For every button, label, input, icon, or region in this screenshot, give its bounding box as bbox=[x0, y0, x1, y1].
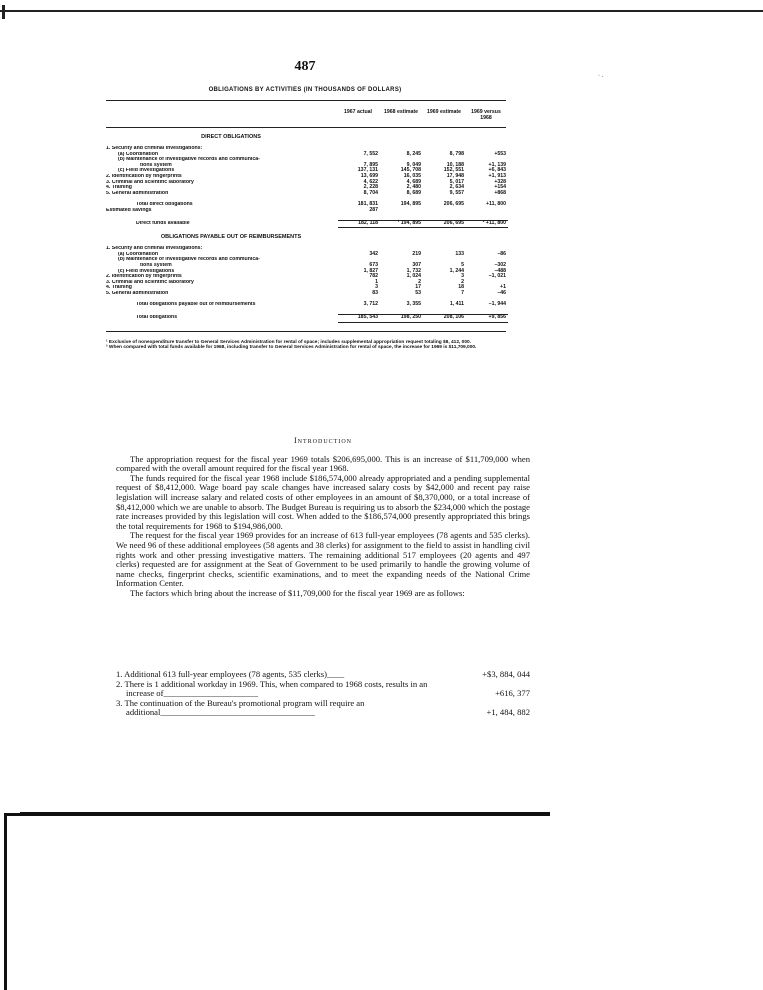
table-row bbox=[106, 208, 506, 214]
row-label: Direct funds available bbox=[136, 220, 190, 226]
row-value: 3 bbox=[375, 284, 378, 291]
row-label: (b) Maintenance of investigative records and communica- bbox=[118, 257, 260, 263]
row-label: (c) Field investigations bbox=[118, 268, 175, 274]
row-value: 2, 634 bbox=[449, 184, 464, 191]
row-value: 8, 689 bbox=[406, 189, 421, 196]
table-title: OBLIGATIONS BY ACTIVITIES (IN THOUSANDS OF DOLLARS) bbox=[208, 87, 402, 93]
row-value: +6, 843 bbox=[488, 167, 506, 174]
row-value: 185, 543 bbox=[357, 314, 378, 321]
row-value: 307 bbox=[412, 261, 421, 268]
header-rule bbox=[106, 127, 506, 128]
row-value: 1, 244 bbox=[449, 267, 464, 274]
row-value: 1, 827 bbox=[363, 267, 378, 274]
direct-rows bbox=[106, 146, 506, 196]
row-value: +9, 856 bbox=[488, 314, 506, 321]
row-label: (a) Coordination bbox=[118, 151, 159, 157]
row-value: 2, 480 bbox=[406, 184, 421, 191]
paragraph-3: The request for the fiscal year 1969 provides for an increase of 613 full-year employees (78 agents and 535 clerks). We need 96 of these additional employees (58 agents and 38 clerks) for assignment to the field to assist in handling civil rights work and other pressing investigative matters. The remaining additional 517 employees (20 agents and 497 clerks) requested are for assignment at the Seat of Government to be used primarily to handle the growing volume of name checks, fingerprint checks, scientific examinations, and to meet the expanding needs of the National Crime Information Center. bbox=[116, 530, 530, 589]
row-label: tions system bbox=[140, 262, 172, 268]
row-value: 7, 552 bbox=[363, 150, 378, 157]
row-label: 5. General administration bbox=[106, 290, 169, 296]
row-value: ² +11, 800 bbox=[482, 219, 506, 226]
row-label: Total obligations payable out of reimbursements bbox=[136, 302, 256, 308]
row-value: 1 bbox=[375, 278, 378, 285]
row-value: 206, 695 bbox=[443, 219, 464, 226]
row-label: (b) Maintenance of investigative records and communica- bbox=[118, 157, 260, 163]
row-value: +11, 800 bbox=[485, 201, 506, 208]
col-1968: 1968 estimate bbox=[383, 109, 419, 115]
row-value: 3, 712 bbox=[363, 301, 378, 308]
factor-2-amount: +616, 377 bbox=[495, 688, 530, 699]
row-label: Estimated savings bbox=[106, 207, 152, 213]
row-value: 208, 106 bbox=[443, 314, 464, 321]
row-label: 3. Criminal and scientific laboratory bbox=[106, 179, 194, 185]
row-label: (c) Field investigations bbox=[118, 168, 175, 174]
col-1969: 1969 estimate bbox=[426, 109, 462, 115]
scan-left-edge bbox=[4, 815, 7, 990]
paragraph-4: The factors which bring about the increase of $11,709,000 for the fiscal year 1969 are as follows: bbox=[130, 587, 465, 598]
row-value: 8, 798 bbox=[449, 150, 464, 157]
row-value: 2 bbox=[461, 278, 464, 285]
row-value: 194, 895 bbox=[400, 201, 421, 208]
row-value: −1, 021 bbox=[488, 273, 506, 280]
row-value: +1, 913 bbox=[488, 172, 506, 179]
row-value: 206, 695 bbox=[443, 201, 464, 208]
row-value: +154 bbox=[494, 184, 506, 191]
row-value: 1, 411 bbox=[449, 301, 464, 308]
row-value: 13, 699 bbox=[360, 172, 378, 179]
row-value: +328 bbox=[494, 178, 506, 185]
row-value: 182, 118 bbox=[358, 219, 378, 226]
row-label: Total direct obligations bbox=[136, 202, 193, 208]
row-value: 7 bbox=[461, 289, 464, 296]
row-value: 5, 017 bbox=[449, 178, 464, 185]
factor-3-text: 3. The continuation of the Bureau's promotional program will require an additional____________________________________ bbox=[116, 697, 365, 718]
factor-2-text: 2. There is 1 additional workday in 1969. This, when compared to 1968 costs, results in an increase of______________________ bbox=[116, 678, 428, 699]
row-value: 10, 188 bbox=[446, 161, 464, 168]
row-value: 9, 049 bbox=[406, 161, 421, 168]
introduction-text bbox=[116, 436, 530, 599]
page-number: 487 bbox=[294, 59, 316, 74]
estimated-savings bbox=[106, 208, 506, 214]
row-value: 181, 831 bbox=[357, 201, 378, 208]
col-1969-vs-1968: 1969 versus 1968 bbox=[471, 109, 501, 121]
factor-1-text: 1. Additional 613 full-year employees (78 agents, 535 clerks)____ bbox=[116, 669, 345, 679]
row-value: 4, 689 bbox=[406, 178, 421, 185]
table-row bbox=[106, 291, 506, 297]
row-label: 2. Identification by fingerprints bbox=[106, 173, 182, 179]
row-label: (a) Coordination bbox=[118, 251, 159, 257]
row-value: ¹ 194, 895 bbox=[397, 219, 421, 226]
row-value: 4, 622 bbox=[363, 178, 378, 185]
table-header bbox=[106, 101, 506, 127]
row-label: Total obligations bbox=[136, 315, 178, 321]
row-value: −1, 944 bbox=[488, 301, 506, 308]
row-value: +553 bbox=[494, 150, 506, 157]
row-value: 53 bbox=[415, 289, 421, 296]
row-value: 2, 228 bbox=[363, 184, 378, 191]
reimb-rows bbox=[106, 246, 506, 296]
section-direct: DIRECT OBLIGATIONS bbox=[201, 134, 261, 140]
row-label: 4. Training bbox=[106, 185, 132, 191]
footnote-1: ¹ Exclusive of nonexpenditure transfer to General Services Administration for rental of space; includes supplemental appropriation request totaling $8, 412, 000. bbox=[106, 339, 472, 345]
row-label: 4. Training bbox=[106, 285, 132, 291]
intro-heading: Introduction bbox=[294, 436, 352, 445]
row-value: 16, 035 bbox=[403, 172, 421, 179]
row-value: 133 bbox=[455, 250, 464, 257]
scan-bottom-hook bbox=[4, 813, 26, 816]
row-label: tions system bbox=[140, 162, 172, 168]
obligations-table bbox=[106, 100, 506, 350]
row-value: 17 bbox=[415, 284, 421, 291]
row-value: 17, 948 bbox=[446, 172, 464, 179]
row-value: +1, 139 bbox=[488, 161, 506, 168]
section-reimb: OBLIGATIONS PAYABLE OUT OF REIMBURSEMENTS bbox=[160, 234, 302, 241]
row-label: 5. General administration bbox=[106, 190, 169, 196]
col-1967: 1967 actual bbox=[344, 109, 372, 115]
row-value: 8, 704 bbox=[363, 189, 378, 196]
row-value: 1, 024 bbox=[406, 273, 421, 280]
table-row bbox=[106, 191, 506, 197]
row-value: 782 bbox=[369, 273, 378, 280]
factor-item bbox=[116, 680, 530, 699]
row-value: 7, 895 bbox=[363, 161, 378, 168]
row-value: −86 bbox=[497, 250, 506, 257]
row-value: 287 bbox=[369, 206, 378, 213]
total-reimb bbox=[106, 302, 506, 308]
row-value: 152, 551 bbox=[443, 167, 464, 174]
factor-3-amount: +1, 484, 882 bbox=[486, 707, 530, 718]
row-value: 342 bbox=[369, 250, 378, 257]
row-value: +868 bbox=[494, 189, 506, 196]
row-value: 3, 355 bbox=[406, 301, 421, 308]
row-value: 83 bbox=[372, 289, 378, 296]
row-value: 2 bbox=[418, 278, 421, 285]
row-value: 3 bbox=[461, 273, 464, 280]
row-value: 5 bbox=[461, 261, 464, 268]
scan-bottom-bar bbox=[20, 812, 550, 816]
row-value: −302 bbox=[494, 261, 506, 268]
scan-corner-mark bbox=[2, 5, 5, 19]
factors-list bbox=[116, 670, 530, 718]
row-label: 1. Security and criminal investigations: bbox=[106, 246, 203, 252]
row-label: 2. Identification by fingerprints bbox=[106, 274, 182, 280]
factor-1-amount: +$3, 884, 044 bbox=[482, 669, 530, 679]
row-value: 9, 557 bbox=[449, 189, 464, 196]
factor-item bbox=[116, 699, 530, 718]
scan-speck: · . bbox=[598, 73, 603, 79]
row-value: 1, 732 bbox=[406, 267, 421, 274]
row-label: 3. Criminal and scientific laboratory bbox=[106, 279, 194, 285]
footnote-2: ² When compared with total funds available for 1968, including transfer to General Services Administration for rental of space, the increase for 1969 is $11,709,000. bbox=[106, 344, 477, 350]
table-row bbox=[106, 302, 506, 308]
row-value: 145, 708 bbox=[400, 167, 421, 174]
paragraph-1: The appropriation request for the fiscal year 1969 totals $206,695,000. This is an increase of $11,709,000 when compared with the overall amount required for the fiscal year 1968. bbox=[116, 453, 530, 474]
paragraph-2: The funds required for the fiscal year 1968 include $186,574,000 already appropriated and a pending supplemental request of $8,412,000. Wage board pay scale changes have increased salary costs by $42,000 and recent pay raise legislation will increase salary and related costs of other employees in an amount of $8,370,000, or a total increase of $8,412,000 which we are unable to absorb. The Budget Bureau is requiring us to absorb the $234,000 which the postage rate increases provided by this legislation will cost. When added to the $186,574,000 presently appropriated this brings the total requirements for 1968 to $194,986,000. bbox=[116, 472, 530, 531]
row-value: 219 bbox=[412, 250, 421, 257]
row-value: 673 bbox=[369, 261, 378, 268]
row-label: 1. Security and criminal investigations: bbox=[106, 146, 203, 151]
row-value: +1 bbox=[500, 284, 506, 291]
row-value: −46 bbox=[497, 289, 506, 296]
row-value: 137, 131 bbox=[357, 167, 378, 174]
row-value: −488 bbox=[494, 267, 506, 274]
row-value: 8, 245 bbox=[406, 150, 421, 157]
row-value: 18 bbox=[458, 284, 464, 291]
scan-top-border bbox=[0, 10, 763, 12]
row-value: 198, 250 bbox=[400, 314, 421, 321]
